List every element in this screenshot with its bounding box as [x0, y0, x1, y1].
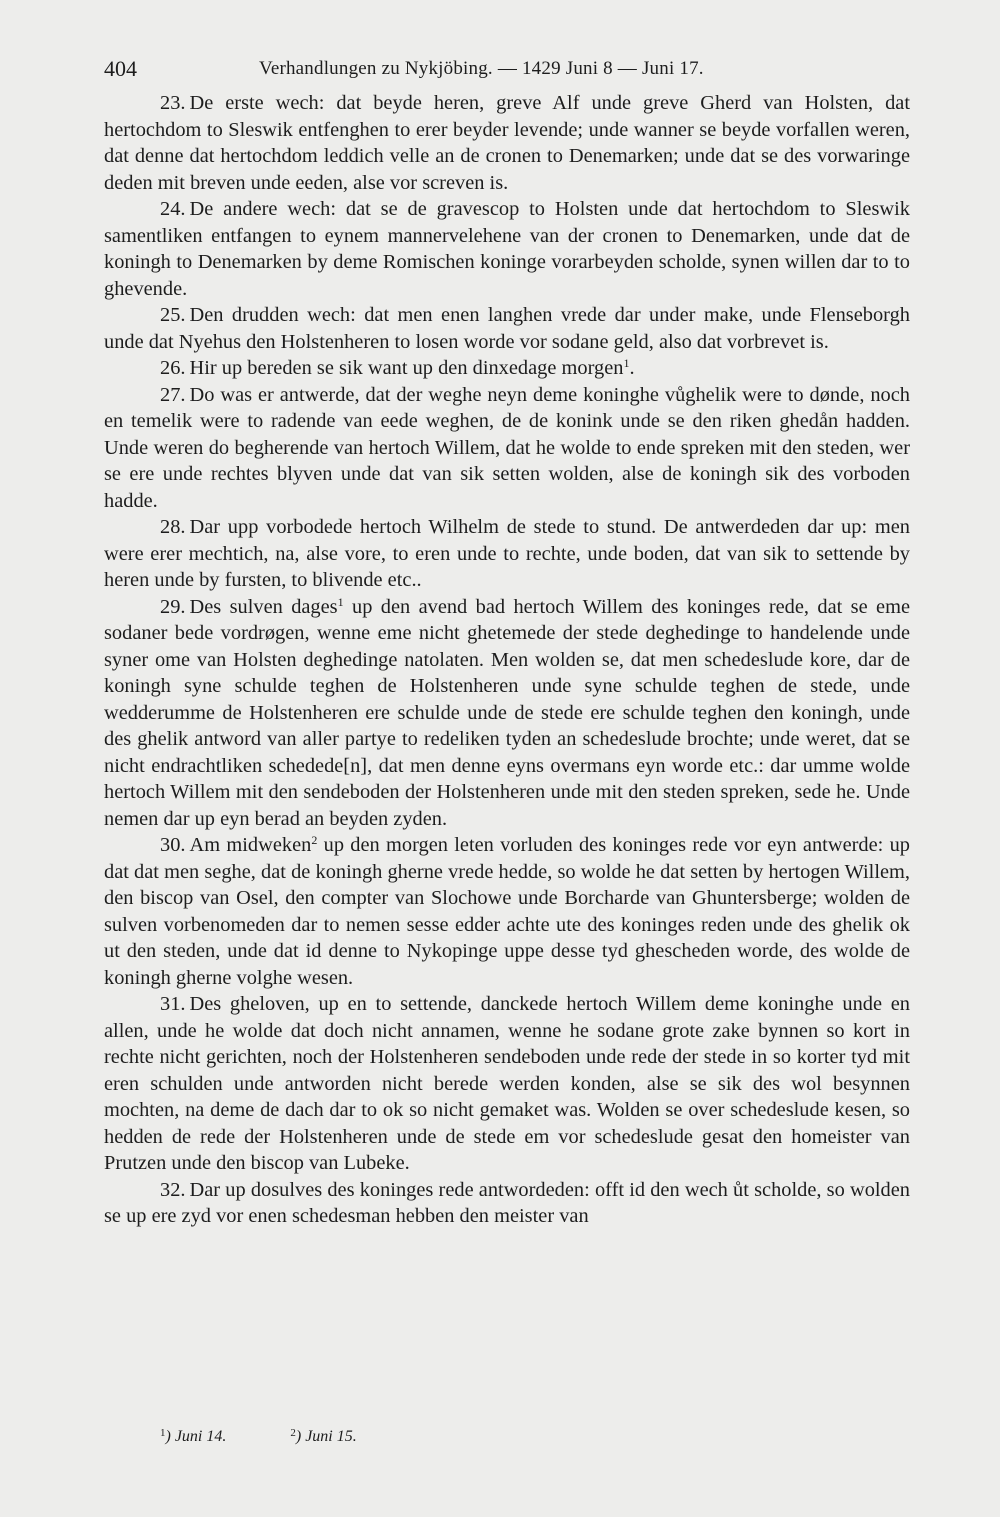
page-number: 404: [104, 56, 137, 81]
paragraph-text: up den avend bad hertoch Willem des koninges rede, dat se eme sodaner bede vordrøgen, wenne eme nicht ghetemede der stede deghedinge to handelende unde syner ome van Holsten deghedinge natolaten. Men wolden se, dat men schedeslude kore, dar de koningh syne schulde teghen de Holstenheren unde syne schulde teghen de stede, unde wedderumme de Holstenheren ere schulde unde de stede ere schulde teghen den koningh, unde des ghelik antword van aller partye to redeliken tyden an schedeslude brochte; unde weret, dat se nicht endrachtliken schedede[n], dat men denne eyns overmans eyn worde etc.: dar umme wolde hertoch Willem mit den sendeboden der Holstenheren unde mit den steden spreken, sede he. Unde nemen dar up eyn berad an beyden zyden.: [104, 595, 910, 830]
paragraph-number: 31.: [160, 993, 186, 1015]
paragraph-text: up den morgen leten vorluden des koninges rede vor eyn antwerde: up dat dat men seghe, dat de koningh gherne vrede hedde, so wolde he dat setten by hertogen Willem, den biscop van Osel, den compter van Slochowe unde Borcharde van Ghuntersberge; wolden de sulven vorbenomeden dar to nemen sesse edder achte ute des koninges reden unde des ghelik ok ut den steden, unde dat id denne to Nykopinge uppe desse tyd ghescheden worde, des wolde de koningh gherne volghe wesen.: [104, 834, 911, 989]
paragraph-number: 26.: [160, 357, 186, 379]
running-head-title: Verhandlungen zu Nykjöbing. — 1429 Juni 8 — Juni 17.: [259, 58, 704, 79]
paragraph-number: 24.: [160, 198, 186, 220]
footnote: [160, 1420, 226, 1450]
footnote-reference: 1: [623, 356, 630, 370]
paragraph-text: .: [629, 357, 635, 379]
paragraph-text: Am midweken: [189, 834, 312, 856]
paragraph: [104, 90, 910, 196]
paragraph-number: 23.: [160, 92, 186, 114]
paragraph-number: 30.: [160, 834, 186, 856]
footnote-text: ) Juni 14.: [165, 1428, 227, 1445]
footnote-reference: 1: [337, 594, 344, 609]
paragraph-text: Dar upp vorbodede hertoch Wilhelm de stede to stund. De antwerdeden dar up: men were erer mechtich, na, alse vore, to eren unde to rechte, unde boden, dat van sik to settende by heren unde by fursten, to blivende etc..: [104, 516, 910, 591]
paragraph: [104, 514, 910, 594]
paragraph: [104, 832, 910, 991]
paragraph: [104, 196, 910, 302]
paragraph-text: Dar up dosulves des koninges rede antwordeden: offt id den wech ůt scholde, so wolden se up ere zyd vor enen schedesman hebben den meister van: [104, 1178, 910, 1227]
footnotes: [160, 1420, 860, 1450]
paragraph: [104, 991, 910, 1177]
footnote: [290, 1420, 356, 1450]
running-head: [104, 52, 914, 86]
paragraph-text: De erste wech: dat beyde heren, greve Alf unde greve Gherd van Holsten, dat hertochdom to Sleswik entfenghen to erer beyder levende; unde wanner se beyde vorfallen weren, dat denne dat hertochdom leddich velle an de cronen to Denemarken; unde dat se des vorwaringe deden mit breven unde eeden, alse vor screven is.: [104, 92, 910, 194]
footnote-text: ) Juni 15.: [295, 1428, 357, 1445]
paragraph-text: Des sulven dages: [189, 595, 338, 618]
paragraph-number: 25.: [160, 304, 186, 326]
paragraph-number: 32.: [160, 1178, 186, 1201]
paragraph: [104, 1177, 910, 1230]
paragraph-number: 28.: [160, 516, 186, 538]
body-text: [104, 90, 910, 1230]
paragraph-text: Des gheloven, up en to settende, danckede hertoch Willem deme koninghe unde en allen, unde he wolde dat doch nicht annamen, wenne he sodane grote zake bynnen so kort in rechte nicht gerichten, noch der Holstenheren sendeboden unde rede der stede in so korter tyd mit eren schulden unde antworden nicht berede werden konden, alse se sik des wol besynnen mochten, na deme de dach dar to ok so nicht gemaket was. Wolden se over schedeslude kesen, so hedden de rede der Holstenheren unde de stede em vor schedeslude gesat den homeister van Prutzen unde den biscop van Lubeke.: [104, 993, 910, 1174]
paragraph-text: Do was er antwerde, dat der weghe neyn deme koninghe vůghelik were to dønde, noch en temelik were to radende van eede weghen, de de konink unde se den riken ghedån hadden. Unde weren do begherende van hertoch Willem, dat he wolde to ende spreken mit den steden, wer se ere unde rechtes blyven unde dat van sik setten wolden, alse de koningh sik des vorboden hadde.: [104, 383, 910, 512]
footnote-reference: 2: [311, 833, 318, 847]
paragraph-text: Den drudden wech: dat men enen langhen vrede dar under make, unde Flenseborgh unde dat Nyehus den Holstenheren to losen worde vor sodane geld, also dat vorbrevet is.: [104, 304, 910, 353]
paragraph-text: De andere wech: dat se de gravescop to Holsten unde dat hertochdom to Sleswik samentliken entfangen to eynem mannervelehene van der cronen to Denemarken, unde dat de koningh to Denemarken by deme Romischen koninge vorarbeyden scholde, synen willen dar to to ghevende.: [104, 198, 910, 300]
paragraph: [104, 382, 910, 515]
paragraph-text: Hir up bereden se sik want up den dinxedage morgen: [189, 357, 624, 379]
footnote-mark: 2: [290, 1427, 296, 1439]
footnote-mark: 1: [160, 1427, 166, 1439]
paragraph: [104, 355, 910, 382]
paragraph-number: 29.: [160, 595, 186, 618]
paragraph: [104, 594, 910, 833]
paragraph: [104, 302, 910, 355]
paragraph-number: 27.: [160, 383, 186, 406]
